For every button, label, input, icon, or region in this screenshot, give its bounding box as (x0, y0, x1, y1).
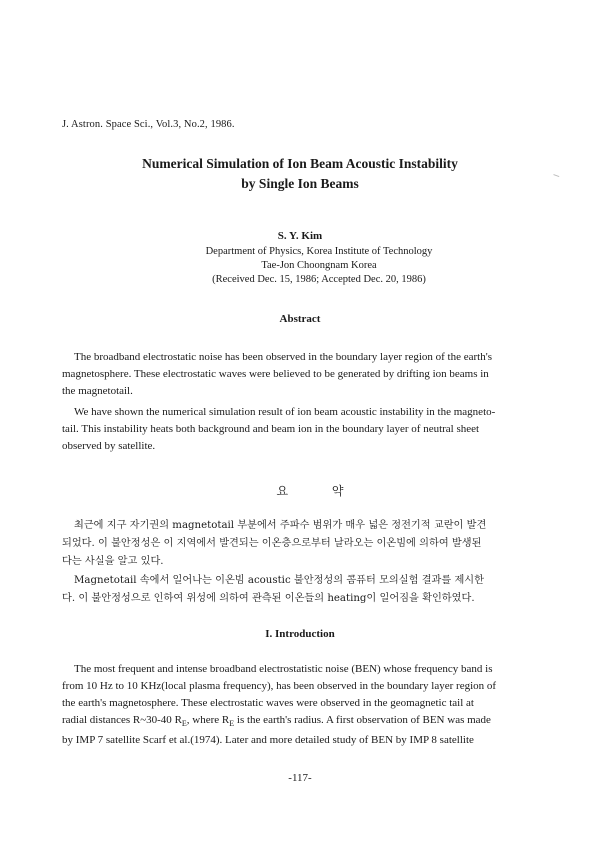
text-line: 최근에 지구 자기권의 magnetotail 부분에서 주파수 범위가 매우 넓은 정전기적 교란이 발견 (74, 520, 487, 531)
affiliation-line-2: Tae-Jon Choongnam Korea (261, 260, 377, 271)
korean-abstract-paragraph-1 (62, 517, 538, 571)
text-line: 다는 사실을 알고 있다. (62, 556, 164, 567)
introduction-paragraph (62, 661, 538, 749)
text-line: observed by satellite. (62, 440, 156, 452)
affiliation (0, 245, 600, 287)
korean-abstract-heading: 요 약 (276, 484, 364, 498)
page-number: -117- (288, 772, 312, 784)
abstract-paragraph-1 (62, 349, 538, 400)
affiliation-line-3: (Received Dec. 15, 1986; Accepted Dec. 20, 1986) (212, 274, 426, 285)
text-line: from 10 Hz to 10 KHz(local plasma frequency), has been observed in the boundary layer region of (62, 680, 497, 692)
text-line: by IMP 7 satellite Scarf et al.(1974). Later and more detailed study of BEN by IMP 8 satellite (62, 734, 474, 747)
text-line: magnetosphere. These electrostatic waves were believed to be generated by drifting ion beams in (62, 368, 489, 380)
text-line: the magnetotail. (62, 385, 133, 397)
text-line: radial distances R~30-40 $R_E$, where $R_E$ is the earth's radius. A first observation of BEN was made (62, 714, 491, 729)
title-line-1: Numerical Simulation of Ion Beam Acoustic Instability (142, 156, 458, 171)
journal-reference: J. Astron. Space Sci., Vol.3, No.2, 1986. (62, 119, 235, 130)
introduction-heading: I. Introduction (265, 628, 335, 640)
text-line: We have shown the numerical simulation result of ion beam acoustic instability in the magneto- (74, 406, 496, 418)
text-line: Magnetotail 속에서 일어나는 이온빔 acoustic 불안정성의 콤퓨터 모의실험 결과를 제시한 (74, 575, 484, 586)
text-line: The broadband electrostatic noise has been observed in the boundary layer region of the earth's (74, 351, 492, 363)
korean-abstract-paragraph-2 (62, 572, 538, 608)
affiliation-line-1: Department of Physics, Korea Institute of Technology (205, 246, 433, 257)
text-line: 다. 이 불안정성으로 인하여 위성에 의하여 관측된 이온들의 heating이 일어짐을 확인하였다. (62, 593, 475, 604)
abstract-heading: Abstract (279, 313, 321, 325)
text-line: 되었다. 이 불안정성은 이 지역에서 발견되는 이온층으로부터 날라오는 이온빔에 의하여 발생된 (62, 538, 482, 549)
author-name: S. Y. Kim (277, 230, 323, 242)
text-line: tail. This instability heats both background and beam ion in the boundary layer of neutral sheet (62, 423, 480, 435)
text-line: the earth's magnetosphere. These electrostatic waves were observed in the geomagnetic tail at (62, 697, 474, 709)
title-line-2: by Single Ion Beams (241, 176, 359, 191)
paper-title (0, 154, 600, 194)
text-line: The most frequent and intense broadband electrostatistic noise (BEN) whose frequency band is (74, 663, 493, 675)
abstract-paragraph-2 (62, 404, 538, 455)
